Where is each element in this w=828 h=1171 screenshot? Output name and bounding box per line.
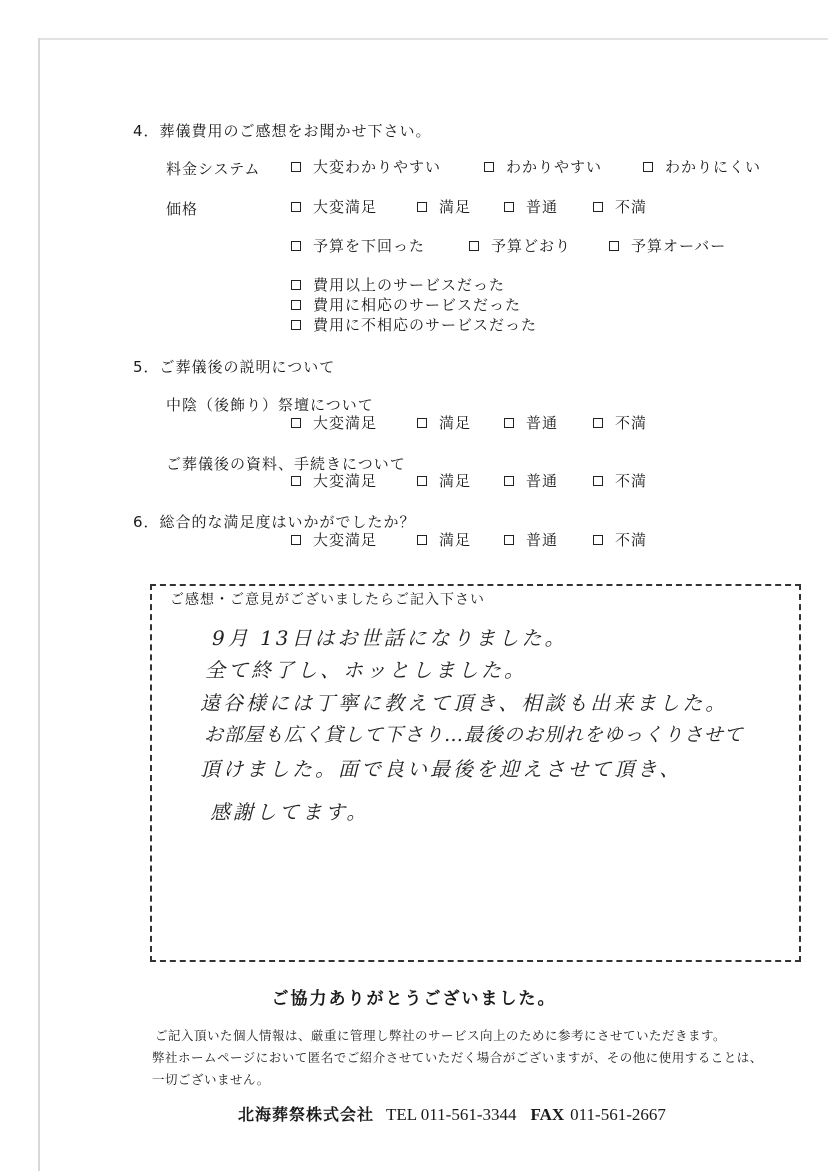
q4-budget-option[interactable]: 予算を下回った bbox=[291, 235, 425, 256]
privacy-note: 弊社ホームページにおいて匿名でご紹介させていただく場合がございますが、その他に使用することは、 bbox=[152, 1050, 763, 1065]
handwritten-line: 9月 13日はお世話になりました。 bbox=[212, 626, 568, 650]
q4-system-option[interactable]: わかりやすい bbox=[484, 156, 602, 177]
checkbox[interactable] bbox=[643, 162, 653, 172]
q4-title: 4．葬儀費用のご感想をお聞かせ下さい。 bbox=[133, 122, 432, 140]
q4-price-option[interactable]: 不満 bbox=[593, 196, 647, 217]
q5-sub1-option[interactable]: 不満 bbox=[593, 412, 647, 433]
comment-title: ご感想・ご意見がございましたらご記入下さい bbox=[170, 592, 485, 608]
q5-sub1-option[interactable]: 大変満足 bbox=[291, 412, 377, 433]
thanks-message: ご協力ありがとうございました。 bbox=[271, 989, 557, 1009]
q6-option[interactable]: 満足 bbox=[417, 529, 471, 550]
handwritten-line: 感謝してます。 bbox=[210, 800, 370, 824]
checkbox[interactable] bbox=[291, 418, 301, 428]
q6-option[interactable]: 普通 bbox=[504, 529, 558, 550]
q6-option[interactable]: 大変満足 bbox=[291, 529, 377, 550]
fax-number: 011-561-2667 bbox=[570, 1105, 666, 1124]
q5-sub2-option[interactable]: 満足 bbox=[417, 470, 471, 491]
handwritten-line: 遠谷様には丁寧に教えて頂き、相談も出来ました。 bbox=[200, 691, 729, 715]
checkbox[interactable] bbox=[291, 241, 301, 251]
q4-system-option[interactable]: 大変わかりやすい bbox=[291, 156, 441, 177]
q4-price-label: 価格 bbox=[166, 200, 199, 218]
q4-price-option[interactable]: 満足 bbox=[417, 196, 471, 217]
checkbox[interactable] bbox=[504, 476, 514, 486]
privacy-note: ご記入頂いた個人情報は、厳重に管理し弊社のサービス向上のために参考にさせていただきます。 bbox=[155, 1028, 727, 1043]
checkbox[interactable] bbox=[417, 418, 427, 428]
q4-system-label: 料金システム bbox=[166, 160, 261, 178]
q4-service-option[interactable]: 費用に相応のサービスだった bbox=[291, 294, 521, 315]
q4-budget-option[interactable]: 予算どおり bbox=[469, 235, 571, 256]
checkbox[interactable] bbox=[504, 535, 514, 545]
q5-sub2-label: ご葬儀後の資料、手続きについて bbox=[166, 455, 406, 473]
q4-price-option[interactable]: 普通 bbox=[504, 196, 558, 217]
checkbox[interactable] bbox=[291, 202, 301, 212]
q5-sub2-option[interactable]: 不満 bbox=[593, 470, 647, 491]
checkbox[interactable] bbox=[593, 535, 603, 545]
checkbox[interactable] bbox=[593, 418, 603, 428]
q4-service-option[interactable]: 費用以上のサービスだった bbox=[291, 274, 505, 295]
checkbox[interactable] bbox=[291, 320, 301, 330]
checkbox[interactable] bbox=[291, 300, 301, 310]
footer bbox=[238, 1102, 666, 1125]
checkbox[interactable] bbox=[417, 202, 427, 212]
q4-system-option[interactable]: わかりにくい bbox=[643, 156, 761, 177]
checkbox[interactable] bbox=[417, 476, 427, 486]
fax-label: FAX bbox=[530, 1105, 565, 1124]
q5-sub1-label: 中陰（後飾り）祭壇について bbox=[166, 396, 374, 414]
checkbox[interactable] bbox=[484, 162, 494, 172]
checkbox[interactable] bbox=[469, 241, 479, 251]
company-name: 北海葬祭株式会社 bbox=[238, 1105, 375, 1124]
q4-price-option[interactable]: 大変満足 bbox=[291, 196, 377, 217]
q4-service-option[interactable]: 費用に不相応のサービスだった bbox=[291, 314, 537, 335]
q6-title: 6．総合的な満足度はいかがでしたか？ bbox=[133, 513, 416, 531]
handwritten-line: 頂けました。面で良い最後を迎えさせて頂き、 bbox=[200, 757, 683, 781]
privacy-note: 一切ございません。 bbox=[152, 1072, 270, 1087]
handwritten-line: 全て終了し、ホッとしました。 bbox=[205, 658, 527, 682]
checkbox[interactable] bbox=[291, 162, 301, 172]
checkbox[interactable] bbox=[609, 241, 619, 251]
checkbox[interactable] bbox=[291, 535, 301, 545]
q6-option[interactable]: 不満 bbox=[593, 529, 647, 550]
page-edge-top bbox=[38, 38, 828, 40]
checkbox[interactable] bbox=[417, 535, 427, 545]
checkbox[interactable] bbox=[291, 476, 301, 486]
q5-title: 5．ご葬儀後の説明について bbox=[133, 358, 336, 376]
q5-sub2-option[interactable]: 普通 bbox=[504, 470, 558, 491]
checkbox[interactable] bbox=[593, 476, 603, 486]
handwritten-line: お部屋も広く貸して下さり…最後のお別れをゆっくりさせて bbox=[204, 724, 744, 746]
q5-sub1-option[interactable]: 満足 bbox=[417, 412, 471, 433]
checkbox[interactable] bbox=[504, 202, 514, 212]
checkbox[interactable] bbox=[291, 280, 301, 290]
q5-sub2-option[interactable]: 大変満足 bbox=[291, 470, 377, 491]
q5-sub1-option[interactable]: 普通 bbox=[504, 412, 558, 433]
checkbox[interactable] bbox=[593, 202, 603, 212]
tel-number: TEL 011-561-3344 bbox=[386, 1105, 517, 1124]
checkbox[interactable] bbox=[504, 418, 514, 428]
q4-budget-option[interactable]: 予算オーバー bbox=[609, 235, 726, 256]
